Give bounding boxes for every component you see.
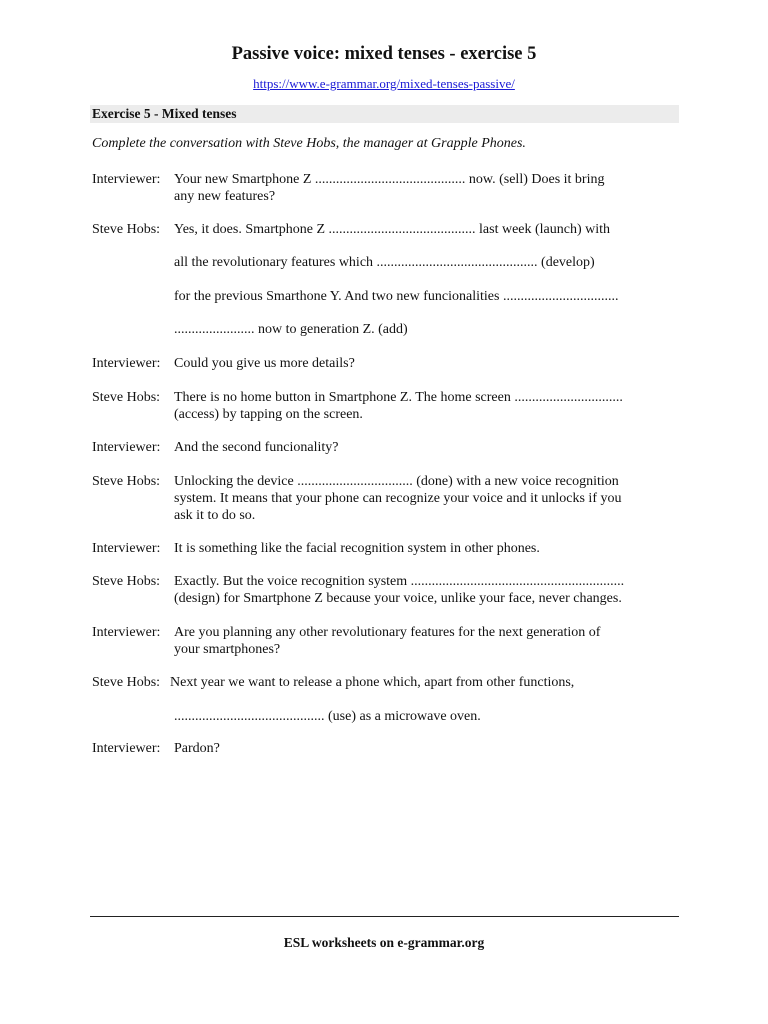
dialogue-line: (design) for Smartphone Z because your voice, unlike your face, never changes. bbox=[174, 591, 622, 606]
speaker-label: Steve Hobs: bbox=[92, 474, 161, 489]
dialogue-line: Yes, it does. Smartphone Z .......................................... last week (launch) with bbox=[174, 222, 611, 237]
speaker-label: Interviewer: bbox=[92, 356, 161, 371]
dialogue-line: ........................................... (use) as a microwave oven. bbox=[174, 709, 481, 724]
dialogue-line: ask it to do so. bbox=[174, 508, 256, 523]
dialogue-line: There is no home button in Smartphone Z. The home screen ............................... bbox=[174, 390, 623, 405]
dialogue-line: system. It means that your phone can recognize your voice and it unlocks if you bbox=[174, 491, 622, 506]
speaker-label: Steve Hobs: bbox=[92, 390, 161, 405]
speaker-label: Steve Hobs: bbox=[92, 574, 161, 589]
speaker-label: Interviewer: bbox=[92, 172, 161, 187]
dialogue-line: for the previous Smarthone Y. And two new funcionalities ................................. bbox=[174, 289, 619, 304]
dialogue-line: Exactly. But the voice recognition system ............................................................. bbox=[174, 574, 625, 589]
speaker-label: Interviewer: bbox=[92, 541, 161, 556]
dialogue-line: (access) by tapping on the screen. bbox=[174, 407, 363, 422]
dialogue-line: Pardon? bbox=[174, 741, 220, 756]
dialogue-line: It is something like the facial recognition system in other phones. bbox=[174, 541, 540, 556]
speaker-label: Interviewer: bbox=[92, 741, 161, 756]
dialogue-line: Unlocking the device ................................. (done) with a new voice recognition bbox=[174, 474, 619, 489]
dialogue-line: Could you give us more details? bbox=[174, 356, 355, 371]
dialogue-line: all the revolutionary features which .............................................. (develop) bbox=[174, 255, 595, 270]
speaker-label: Steve Hobs: bbox=[92, 675, 161, 690]
source-link[interactable]: https://www.e-grammar.org/mixed-tenses-passive/ bbox=[253, 76, 515, 91]
speaker-label: Steve Hobs: bbox=[92, 222, 161, 237]
exercise-instruction: Complete the conversation with Steve Hobs, the manager at Grapple Phones. bbox=[92, 136, 526, 151]
speaker-label: Interviewer: bbox=[92, 625, 161, 640]
dialogue-line: And the second funcionality? bbox=[174, 440, 339, 455]
footer-text: ESL worksheets on e-grammar.org bbox=[283, 935, 485, 950]
page-title: Passive voice: mixed tenses - exercise 5 bbox=[231, 44, 537, 64]
dialogue-line: Next year we want to release a phone which, apart from other functions, bbox=[170, 675, 575, 690]
dialogue-line: any new features? bbox=[174, 189, 276, 204]
dialogue-line: your smartphones? bbox=[174, 642, 281, 657]
speaker-label: Interviewer: bbox=[92, 440, 161, 455]
footer-divider bbox=[90, 916, 679, 917]
dialogue-line: Your new Smartphone Z ........................................... now. (sell) Does it bring bbox=[174, 172, 605, 187]
dialogue-line: Are you planning any other revolutionary features for the next generation of bbox=[174, 625, 601, 640]
dialogue-line: ....................... now to generation Z. (add) bbox=[174, 322, 408, 337]
exercise-heading: Exercise 5 - Mixed tenses bbox=[90, 105, 679, 123]
